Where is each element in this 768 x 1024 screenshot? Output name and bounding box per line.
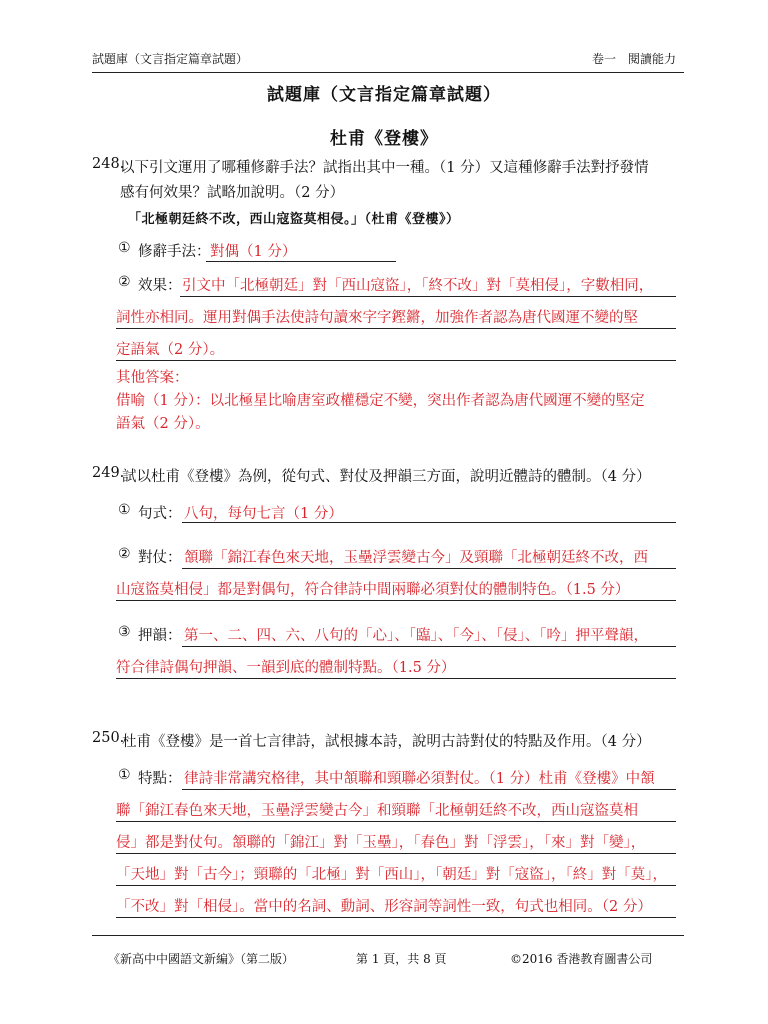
- question-number: 248.: [92, 156, 125, 172]
- answer-text: 聯「錦江春色來天地，玉壘浮雲變古今」和頸聯「北極朝廷終不改，西山寇盜莫相: [116, 803, 638, 819]
- running-header-left: 試題庫（文言指定篇章試題）: [92, 52, 249, 66]
- answer-text: 侵」都是對仗句。頷聯的「錦江」對「玉壘」，「春色」對「浮雲」，「來」對「變」，: [116, 835, 646, 851]
- section-title: 杜甫《登樓》: [330, 129, 438, 149]
- answer-label: 修辭手法：: [138, 244, 211, 260]
- item-marker: ②: [118, 546, 131, 562]
- answer-rule: [180, 296, 676, 297]
- footer-copyright: ©2016 香港教育圖書公司: [510, 952, 653, 966]
- answer-text: 律詩非常講究格律，其中頷聯和頸聯必須對仗。（1 分）杜甫《登樓》中頷: [184, 771, 655, 787]
- answer-text: 「不改」對「相侵」。當中的名詞、動詞、形容詞等詞性一致，句式也相同。（2 分）: [116, 899, 652, 915]
- answer-text: 定語氣（2 分）。: [116, 342, 225, 358]
- answer-rule: [116, 853, 676, 854]
- running-header-right: 卷一 閱讀能力: [592, 52, 677, 66]
- answer-rule: [116, 821, 676, 822]
- answer-rule: [116, 678, 676, 679]
- answer-rule: [116, 328, 676, 329]
- answer-text: 對偶（1 分）: [210, 244, 297, 260]
- item-marker: ①: [118, 240, 131, 256]
- answer-rule: [116, 600, 676, 601]
- answer-text: 引文中「北極朝廷」對「西山寇盜」，「終不改」對「莫相侵」，字數相同，: [182, 278, 654, 294]
- question-number: 249.: [92, 465, 125, 481]
- answer-text: 「天地」對「古今」；頸聯的「北極」對「西山」，「朝廷」對「寇盜」，「終」對「莫」，: [116, 867, 667, 883]
- answer-rule: [116, 885, 676, 886]
- other-answer-label: 其他答案：: [116, 370, 189, 386]
- answer-text: 符合律詩偶句押韻、一韻到底的體制特點。（1.5 分）: [116, 660, 456, 676]
- answer-label: 句式：: [138, 506, 182, 522]
- question-text: 試以杜甫《登樓》為例，從句式、對仗及押韻三方面，說明近體詩的體制。（4 分）: [122, 469, 651, 485]
- footer-book-title: 《新高中中國語文新編》（第二版）: [108, 952, 295, 966]
- answer-text: 詞性亦相同。運用對偶手法使詩句讀來字字鏗鏘，加強作者認為唐代國運不變的堅: [116, 310, 638, 326]
- answer-rule: [182, 522, 676, 523]
- answer-rule: [116, 917, 676, 918]
- footer-rule: [92, 935, 684, 936]
- answer-label: 對仗：: [138, 550, 182, 566]
- answer-label: 押韻：: [138, 628, 182, 644]
- question-text: 感有何效果？試略加說明。（2 分）: [120, 185, 345, 201]
- header-rule: [92, 72, 684, 73]
- answer-rule: [182, 789, 676, 790]
- answer-rule: [182, 568, 676, 569]
- item-marker: ②: [118, 274, 131, 290]
- answer-text: 第一、二、四、六、八句的「心」、「臨」、「今」、「侵」、「吟」押平聲韻，: [184, 628, 648, 644]
- item-marker: ③: [118, 624, 131, 640]
- question-number: 250.: [92, 730, 125, 746]
- answer-label: 效果：: [138, 278, 182, 294]
- answer-rule: [182, 646, 676, 647]
- item-marker: ①: [118, 502, 131, 518]
- other-answer-text: 語氣（2 分）。: [116, 416, 210, 432]
- page-title: 試題庫（文言指定篇章試題）: [267, 85, 501, 105]
- answer-rule: [206, 261, 396, 262]
- answer-text: 頷聯「錦江春色來天地，玉壘浮雲變古今」及頸聯「北極朝廷終不改，西: [184, 550, 648, 566]
- answer-rule: [116, 360, 676, 361]
- answer-label: 特點：: [138, 771, 182, 787]
- question-text: 杜甫《登樓》是一首七言律詩，試根據本詩，說明古詩對仗的特點及作用。（4 分）: [122, 734, 651, 750]
- answer-text: 山寇盜莫相侵」都是對偶句，符合律詩中間兩聯必須對仗的體制特色。（1.5 分）: [116, 582, 630, 598]
- item-marker: ①: [118, 767, 131, 783]
- quotation: 「北極朝廷終不改，西山寇盜莫相侵。」（杜甫《登樓》）: [128, 212, 460, 227]
- answer-text: 八句，每句七言（1 分）: [184, 506, 343, 522]
- footer-page-number: 第 1 頁，共 8 頁: [356, 952, 447, 966]
- question-text: 以下引文運用了哪種修辭手法？試指出其中一種。（1 分）又這種修辭手法對抒發情: [120, 160, 649, 176]
- other-answer-text: 借喻（1 分）：以北極星比喻唐室政權穩定不變，突出作者認為唐代國運不變的堅定: [116, 393, 645, 409]
